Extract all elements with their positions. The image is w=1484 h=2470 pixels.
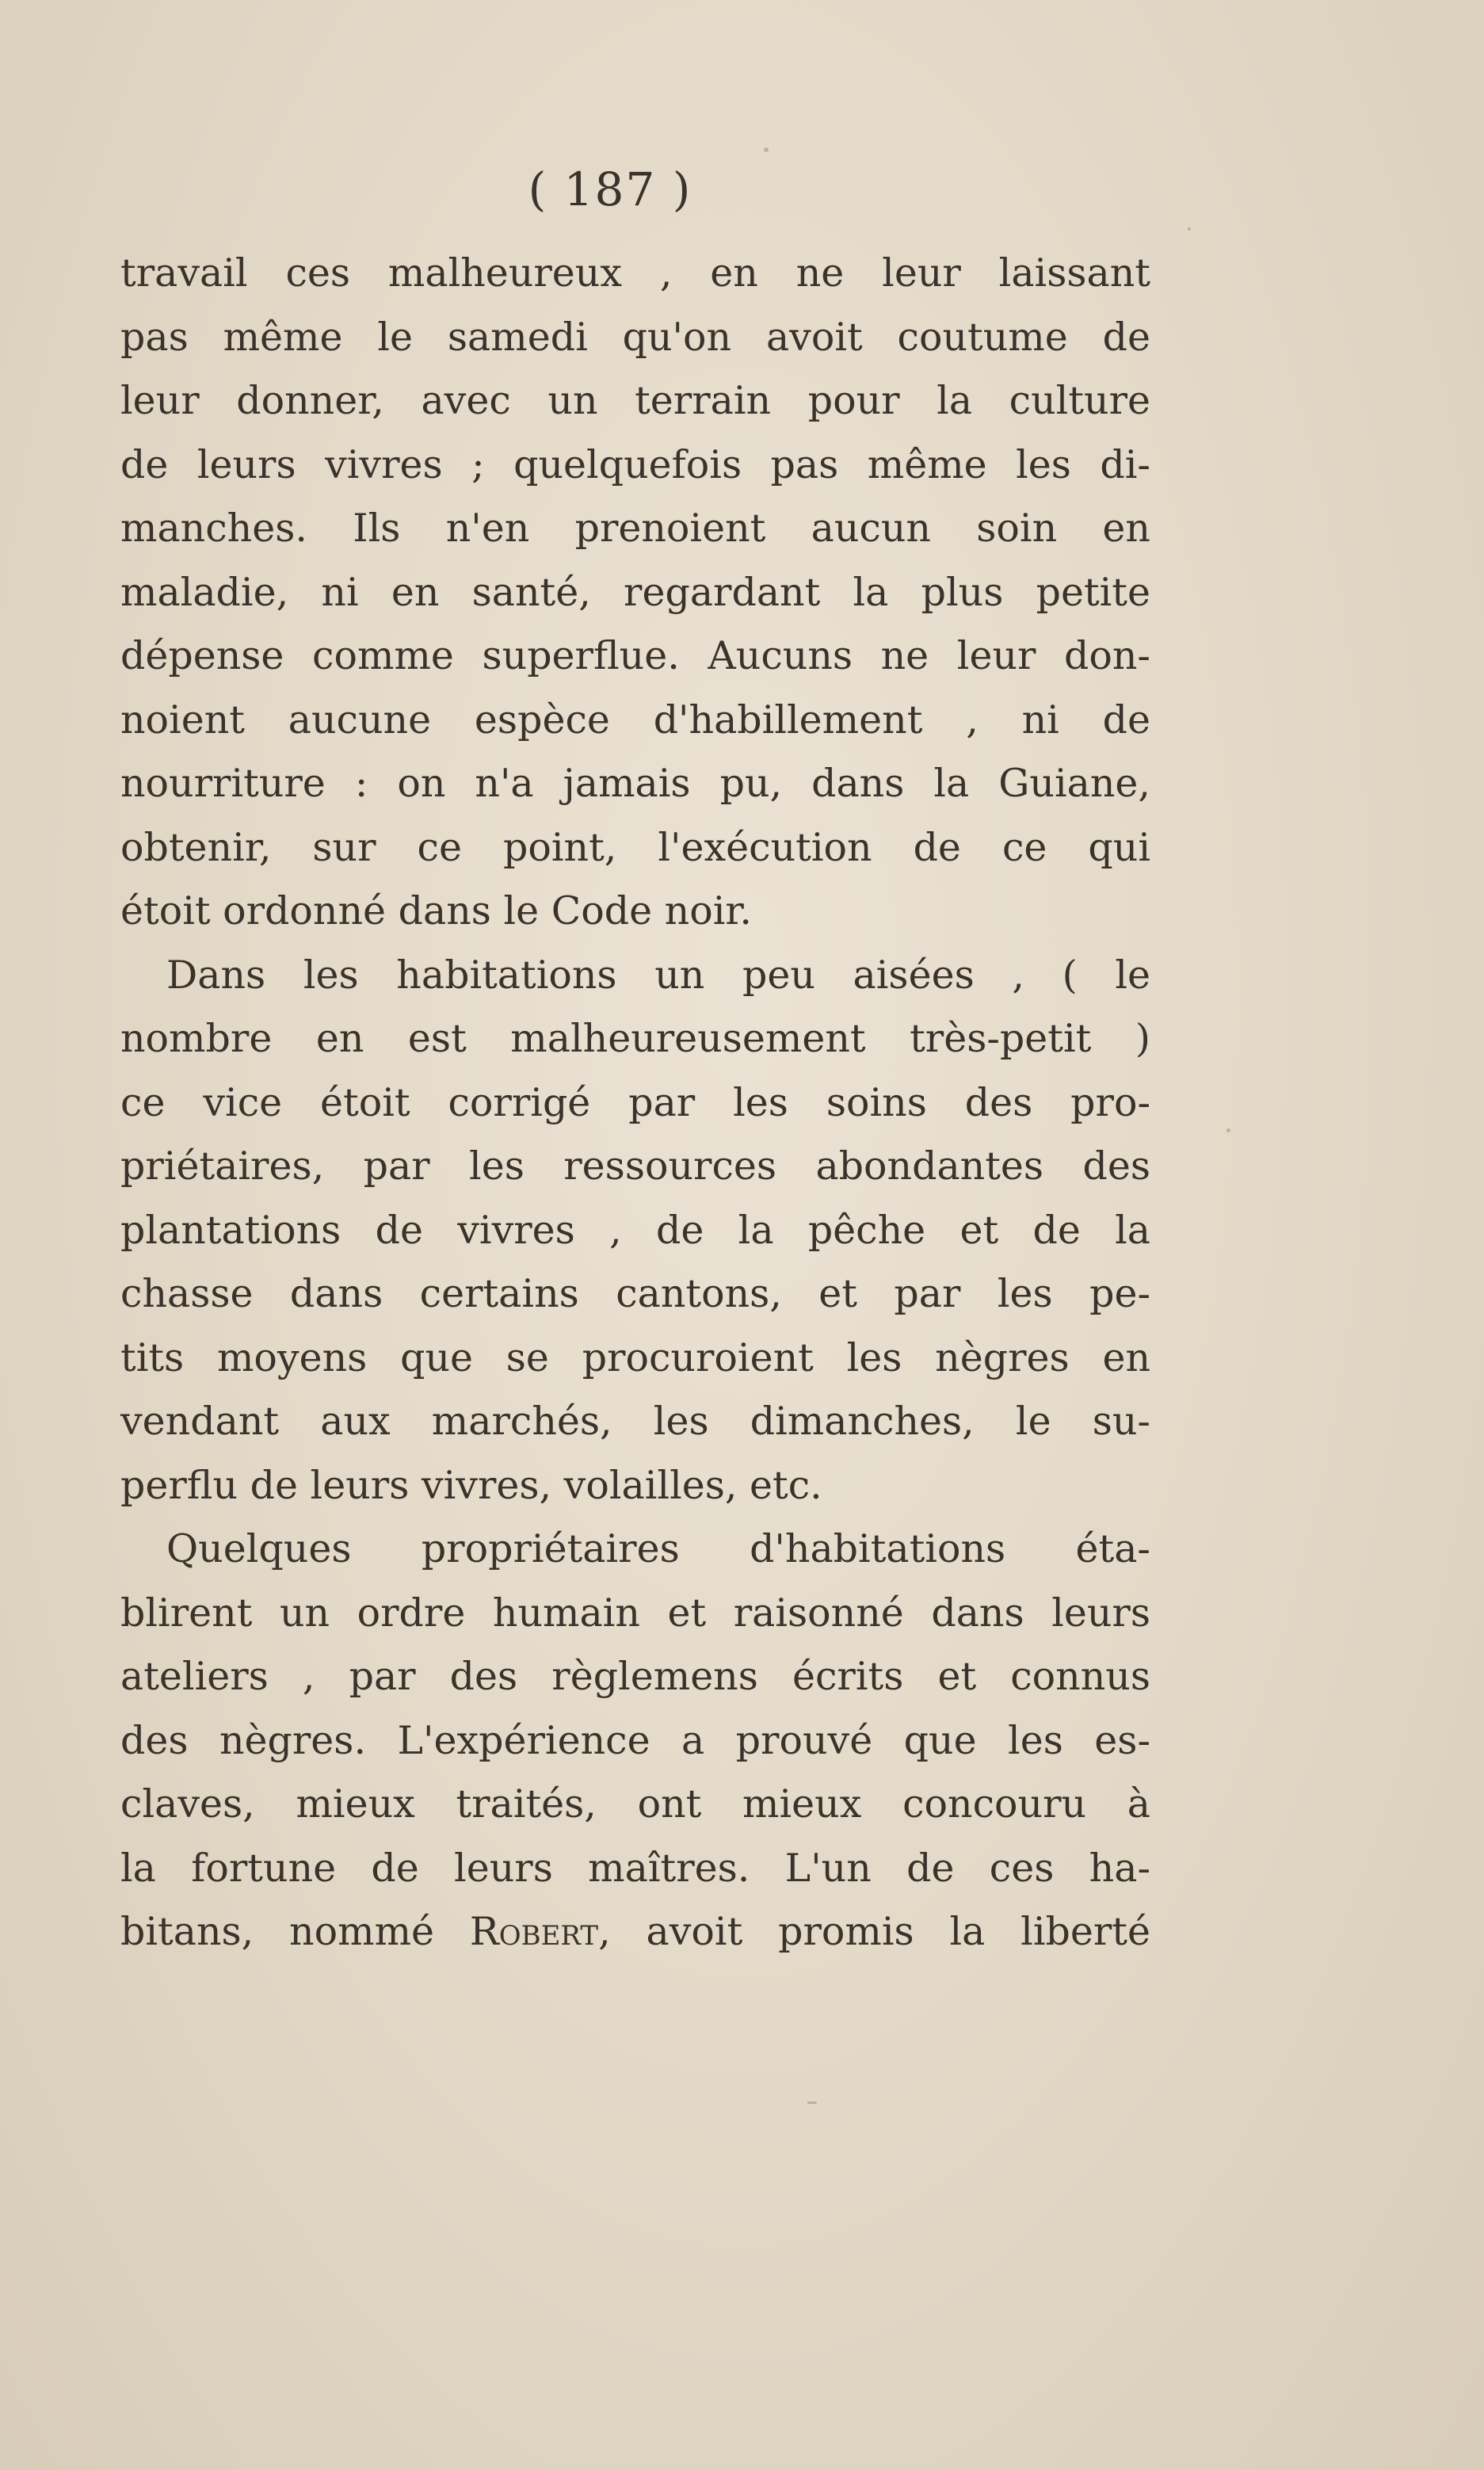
page-number: ( 187 ) <box>528 162 692 216</box>
text-line: plantations de vivres , de la pêche et de la <box>120 1207 1150 1253</box>
text-line: nourriture : on n'a jamais pu, dans la Guiane, <box>120 761 1150 806</box>
paper-speck <box>764 147 769 152</box>
text-line: des nègres. L'expérience a prouvé que les es- <box>120 1717 1150 1763</box>
text-line: maladie, ni en santé, regardant la plus petite <box>120 569 1150 615</box>
text-line: travail ces malheureux , en ne leur laissant <box>120 250 1150 296</box>
text-line: perflu de leurs vivres, volailles, etc. <box>120 1462 822 1508</box>
text-line: priétaires, par les ressources abondantes des <box>120 1143 1150 1189</box>
text-line: vendant aux marchés, les dimanches, le su- <box>120 1399 1150 1444</box>
text-line: manches. Ils n'en prenoient aucun soin en <box>120 506 1150 551</box>
person-name: Robert <box>469 1909 599 1954</box>
text-line: noient aucune espèce d'habillement , ni de <box>120 697 1150 743</box>
paper-speck <box>1226 1128 1230 1132</box>
text-line: leur donner, avec un terrain pour la culture <box>120 378 1150 423</box>
text-line: ateliers , par des règlemens écrits et connus <box>120 1654 1150 1699</box>
text-line: tits moyens que se procuroient les nègres en <box>120 1334 1150 1380</box>
paper-speck <box>1188 227 1191 231</box>
body-text <box>120 242 1150 1964</box>
text-line: claves, mieux traités, ont mieux concouru à <box>120 1781 1150 1827</box>
text-line: Quelques propriétaires d'habitations éta- <box>166 1526 1150 1571</box>
text-line: pas même le samedi qu'on avoit coutume de <box>120 314 1150 360</box>
text-line: dépense comme superflue. Aucuns ne leur don- <box>120 633 1150 678</box>
text-fragment: , avoit promis la liberté <box>598 1909 1150 1954</box>
text-line: étoit ordonné dans le Code noir. <box>120 888 752 933</box>
text-line: ce vice étoit corrigé par les soins des pro- <box>120 1079 1150 1125</box>
text-line: chasse dans certains cantons, et par les pe- <box>120 1271 1150 1316</box>
text-line: obtenir, sur ce point, l'exécution de ce qui <box>120 824 1150 870</box>
text-line: de leurs vivres ; quelquefois pas même les di- <box>120 441 1150 487</box>
text-line-final <box>120 1900 1150 1964</box>
text-line: Dans les habitations un peu aisées , ( le <box>166 952 1150 998</box>
text-line: blirent un ordre humain et raisonné dans leurs <box>120 1590 1150 1636</box>
text-fragment: bitans, nommé <box>120 1909 470 1954</box>
paper-speck <box>807 2102 817 2104</box>
text-line: nombre en est malheureusement très-petit ) <box>120 1016 1150 1061</box>
text-line: la fortune de leurs maîtres. L'un de ces ha- <box>120 1845 1150 1891</box>
